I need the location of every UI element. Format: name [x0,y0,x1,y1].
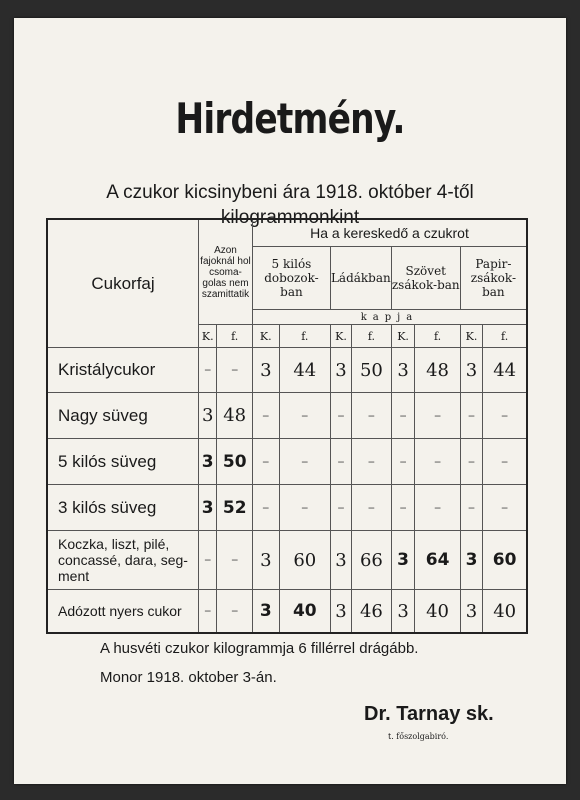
price-cell: 3 [460,531,483,590]
table-row [47,393,527,439]
table-row [47,348,527,393]
header-f: f. [217,325,252,348]
price-cell: 40 [279,590,330,634]
price-cell: 60 [279,531,330,590]
price-cell: 48 [217,393,252,439]
header-f: f. [483,325,527,348]
header-azon: Azon fajoknál hol csoma-golas nem szamittatik [199,219,253,325]
price-cell: – [391,439,415,485]
price-cell: 46 [352,590,392,634]
table-row [47,590,527,634]
price-cell: – [460,393,483,439]
header-szovet-zsakokban: Szövet zsákok-ban [391,247,460,310]
price-cell: 50 [352,348,392,393]
price-cell: – [279,393,330,439]
price-cell: – [279,485,330,531]
table-row [47,439,527,485]
header-f: f. [279,325,330,348]
price-cell: – [483,393,527,439]
price-cell: – [483,439,527,485]
price-cell: – [199,348,217,393]
easter-sugar-note: A husvéti czukor kilogrammja 6 fillérrel drágább. [100,640,419,657]
row-label: Adózott nyers cukor [47,590,199,634]
price-cell: – [415,393,460,439]
row-label: 3 kilós süveg [47,485,199,531]
header-papir-zsakokban: Papir-zsákok-ban [460,247,527,310]
price-cell: 52 [217,485,252,531]
poster-title: Hirdetmény. [175,94,405,143]
price-cell: – [252,485,279,531]
header-k: K. [330,325,351,348]
place-and-date: Monor 1918. oktober 3-án. [100,669,277,686]
price-cell: 3 [199,393,217,439]
signature-name: Dr. Tarnay sk. [364,703,494,725]
header-kapja: kapja [252,310,527,325]
price-cell: – [460,485,483,531]
price-cell: 3 [199,485,217,531]
signature-title: t. főszolgabiró. [388,732,449,741]
price-cell: 60 [483,531,527,590]
price-cell: – [199,590,217,634]
price-cell: – [217,348,252,393]
price-cell: – [352,439,392,485]
price-cell: 3 [252,531,279,590]
price-cell: 48 [415,348,460,393]
price-cell: – [352,485,392,531]
header-k: K. [391,325,415,348]
table-row [47,485,527,531]
header-ladakban: Ládákban [330,247,391,310]
table-row [47,531,527,590]
price-cell: 3 [252,348,279,393]
header-k: K. [252,325,279,348]
price-cell: – [483,485,527,531]
price-cell: – [391,393,415,439]
price-cell: – [199,531,217,590]
header-dobozokban: 5 kilós dobozok-ban [252,247,330,310]
price-cell: 3 [330,531,351,590]
price-cell: 44 [483,348,527,393]
price-cell: – [391,485,415,531]
row-label: 5 kilós süveg [47,439,199,485]
price-cell: – [217,590,252,634]
price-cell: 3 [391,348,415,393]
price-table [46,218,528,634]
price-cell: 3 [330,348,351,393]
row-label: Nagy süveg [47,393,199,439]
subtitle-line-2: kilogrammonkint [220,207,360,228]
subtitle-line-1: A czukor kicsinybeni ára 1918. október 4-től [106,182,474,203]
price-cell: – [252,393,279,439]
price-cell: 3 [330,590,351,634]
price-cell: – [279,439,330,485]
price-cell: – [252,439,279,485]
price-cell: – [460,439,483,485]
price-cell: – [415,439,460,485]
price-cell: – [330,439,351,485]
price-cell: – [217,531,252,590]
price-cell: 40 [483,590,527,634]
price-cell: – [352,393,392,439]
price-cell: 50 [217,439,252,485]
price-cell: 3 [460,348,483,393]
header-f: f. [415,325,460,348]
header-f: f. [352,325,392,348]
price-cell: 3 [199,439,217,485]
price-cell: 64 [415,531,460,590]
header-k: K. [199,325,217,348]
header-cukorfaj: Cukorfaj [47,219,199,348]
header-k: K. [460,325,483,348]
price-cell: – [330,485,351,531]
row-label: Koczka, liszt, pilé, concassé, dara, seg-ment [47,531,199,590]
row-label: Kristálycukor [47,348,199,393]
price-cell: 40 [415,590,460,634]
price-cell: – [415,485,460,531]
price-cell: 3 [391,531,415,590]
price-cell: – [330,393,351,439]
price-cell: 44 [279,348,330,393]
price-cell: 3 [460,590,483,634]
header-ha-a-kereskedo: Ha a kereskedő a czukrot [252,219,527,247]
price-cell: 3 [391,590,415,634]
price-cell: 66 [352,531,392,590]
price-cell: 3 [252,590,279,634]
